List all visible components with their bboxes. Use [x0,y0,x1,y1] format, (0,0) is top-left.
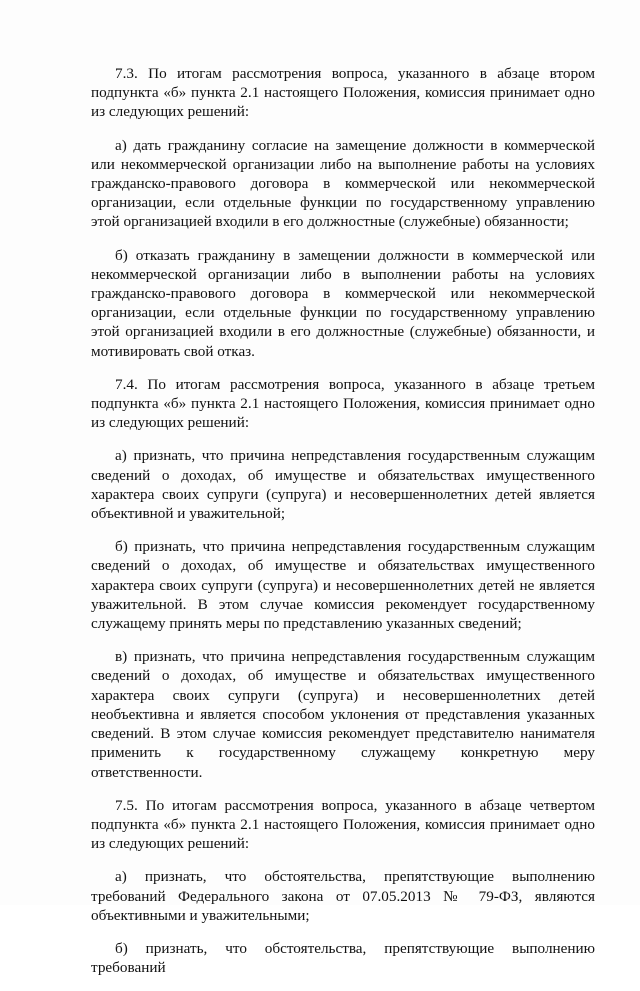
paragraph-7-4-b: б) признать, что причина непредставления государственным служащим сведений о доходах, об имуществе и обязательствах имущественного характера своих супруги (супруга) и несовершеннолетних детей не является уважительной. В этом случае комиссия рекомендует государственному служащему принять меры по представлению указанных сведений; [91,538,595,633]
paragraph-7-3: 7.3. По итогам рассмотрения вопроса, указанного в абзаце втором подпункта «б» пункта 2.1 настоящего Положения, комиссия принимает одно из следующих решений: [91,65,595,121]
paragraph-7-5: 7.5. По итогам рассмотрения вопроса, указанного в абзаце четвертом подпункта «б» пункта 2.1 настоящего Положения, комиссия принимает одно из следующих решений: [91,796,595,853]
paragraph-7-4: 7.4. По итогам рассмотрения вопроса, указанного в абзаце третьем подпункта «б» пункта 2.1 настоящего Положения, комиссия принимает одно из следующих решений: [91,375,595,432]
paragraph-7-5-b: б) признать, что обстоятельства, препятствующие выполнению требований [91,939,595,977]
paragraph-7-4-v: в) признать, что причина непредставления государственным служащим сведений о доходах, об имуществе и обязательствах имущественного характера своих супруги (супруга) и несовершеннолетних детей необъективна и является способом уклонения от представления указанных сведений. В этом случае комиссия рекомендует представителю нанимателя применить к государственному служащему конкретную меру ответственности. [91,648,595,781]
paragraph-7-5-a: а) признать, что обстоятельства, препятствующие выполнению требований Федерального закона от 07.05.2013 № 79-ФЗ, являются объективными и уважительными; [91,868,595,924]
document-body [91,64,595,991]
paragraph-7-3-a: а) дать гражданину согласие на замещение должности в коммерческой или некоммерческой организации либо на выполнение работы на условиях гражданско-правового договора в коммерческой или некоммерческой организации, если отдельные функции по государственному управлению этой организацией входили в его должностные (служебные) обязанности; [91,136,595,231]
paragraph-7-4-a: а) признать, что причина непредставления государственным служащим сведений о доходах, об имуществе и обязательствах имущественного характера своих супруги (супруга) и несовершеннолетних детей является объективной и уважительной; [91,447,595,523]
paragraph-7-3-b: б) отказать гражданину в замещении должности в коммерческой или некоммерческой организации либо в выполнении работы на условиях гражданско-правового договора в коммерческой или некоммерческой организации, если отдельные функции по государственному управлению этой организацией входили в его должностные (служебные) обязанности, и мотивировать свой отказ. [91,246,595,360]
